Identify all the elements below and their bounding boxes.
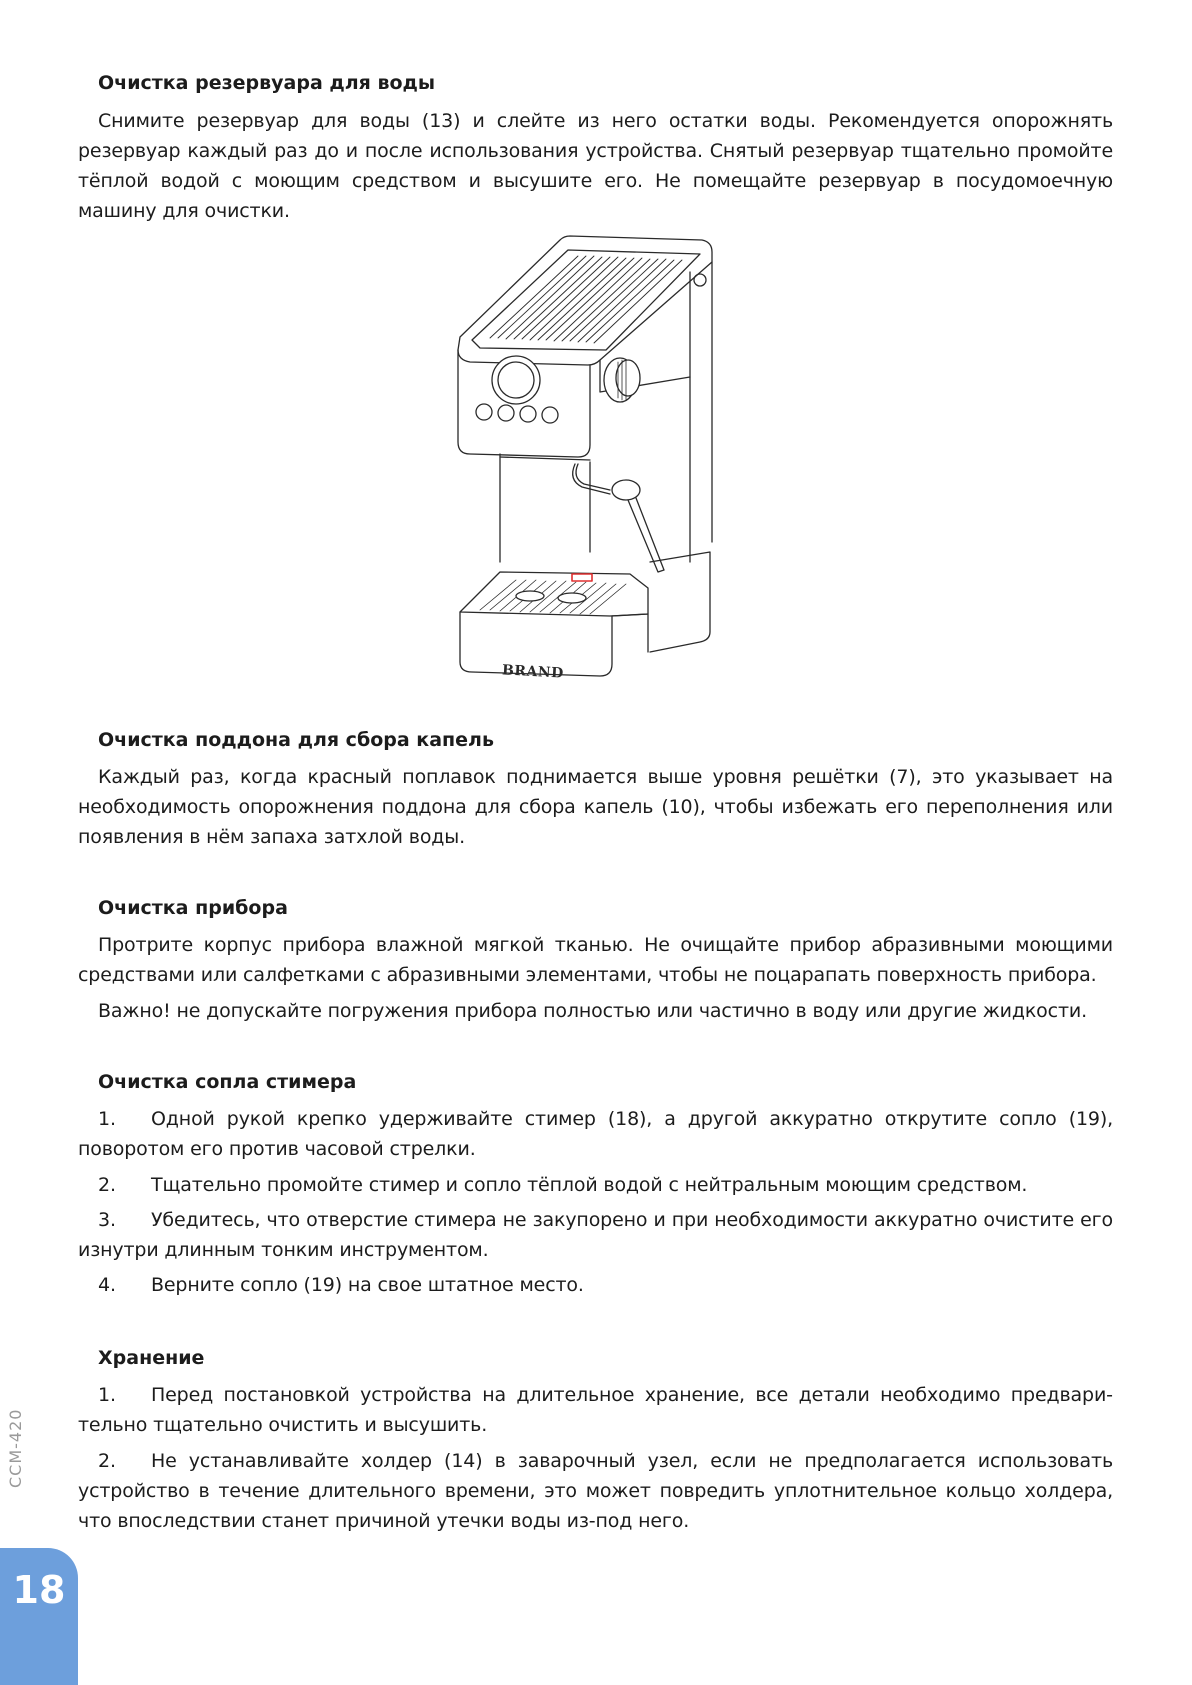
brand-label: BRAND [501,662,565,682]
list-item-text: Тщательно промойте стимер и сопло тёплой водой с нейтральным моющим средством. [151,1174,1028,1196]
paragraph-reservoir: Снимите резервуар для воды (13) и слейте из него остатки воды. Рекомендуется опорожнять резервуар каждый раз до и после использования устройства. Снятый резервуар тщательно промойте тёплой водой с моющим средством и высушите его. Не помещайте резервуар в посудомоечную машину для очистки. [78,110,1113,222]
list-item-number: 4. [98,1274,116,1296]
list-item-number: 1. [98,1108,116,1130]
section-title-steamer: Очистка сопла стимера [98,1071,357,1093]
coffee-machine-illustration [450,232,750,702]
list-item-text: Одной рукой крепко удерживайте стимер (18), а другой аккуратно открутите сопло (19), поворотом его против часовой стрелки. [78,1108,1113,1160]
list-item [78,1446,1113,1536]
page-number: 18 [12,1568,66,1612]
paragraph-device-1: Протрите корпус прибора влажной мягкой тканью. Не очищайте прибор абразивными моющими средствами или салфетками с абразивными элементами, чтобы не поцарапать поверхность прибора. [78,934,1113,986]
paragraph-device-2: Важно! не допускайте погружения прибора полностью или частично в воду или другие жидкости. [98,1000,1087,1022]
paragraph-drip-tray: Каждый раз, когда красный поплавок поднимается выше уровня решётки (7), это указывает на необходимость опорожнения поддона для сбора капель (10), чтобы избежать его переполнения или появления в нём запаха затхлой воды. [78,766,1113,848]
section-title-storage: Хранение [98,1347,205,1369]
list-item-text: Убедитесь, что отверстие стимера не закупорено и при необходимости аккуратно очистите его изнутри длинным тонким инструментом. [78,1209,1113,1261]
model-label: CCM-420 [6,1408,25,1488]
list-item-text: Перед постановкой устройства на длительное хранение, все детали необходимо предварительно тщательно очистить и высушить. [78,1384,1113,1436]
list-item [78,1205,1113,1265]
list-item [78,1270,1113,1300]
list-item [78,1104,1113,1164]
section-title-drip-tray: Очистка поддона для сбора капель [98,729,494,751]
section-title-reservoir: Очистка резервуара для воды [98,72,436,94]
list-item-number: 1. [98,1384,116,1406]
list-item-number: 2. [98,1450,116,1472]
list-item [78,1170,1113,1200]
list-item-text: Верните сопло (19) на свое штатное место. [151,1274,584,1296]
section-title-device: Очистка прибора [98,897,288,919]
list-item-text: Не устанавливайте холдер (14) в заварочный узел, если не предполагается использовать устройство в течение длительного времени, это может повредить уплотнительное кольцо холдера, что впоследствии станет причиной утечки воды из-под него. [78,1450,1113,1532]
list-item-number: 3. [98,1209,116,1231]
list-item [78,1380,1113,1440]
list-item-number: 2. [98,1174,116,1196]
